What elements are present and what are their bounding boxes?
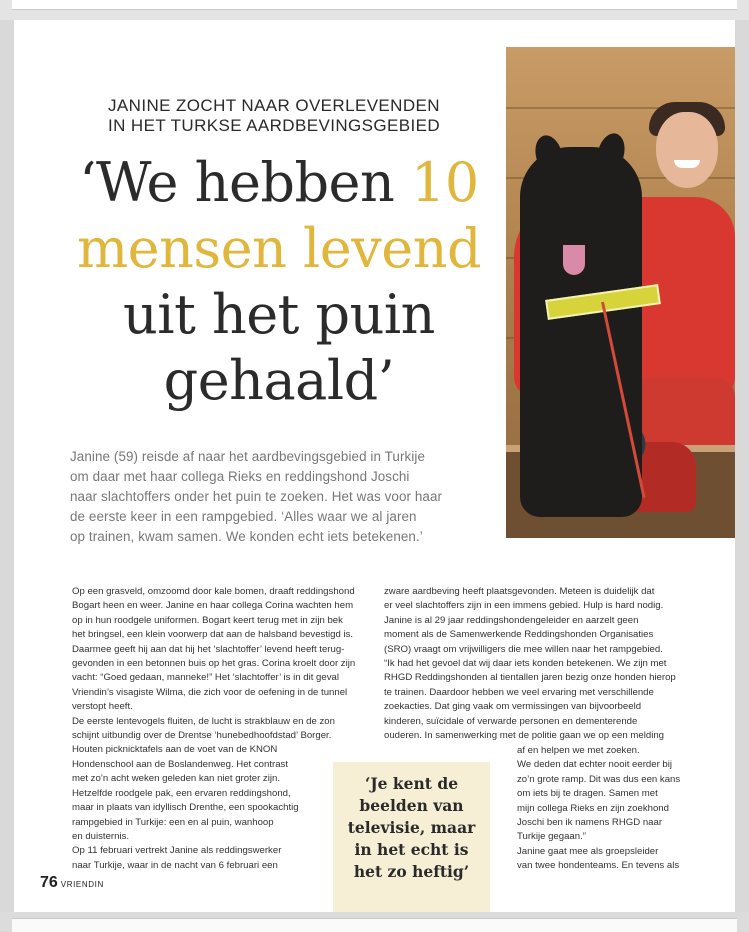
body-line: het bringsel, een klein voorwerp dat aan de halsband bevestigd is. bbox=[72, 629, 354, 641]
photo-black-dog bbox=[520, 147, 642, 517]
pull-quote-line: televisie, maar bbox=[347, 818, 476, 837]
body-line: We deden dat echter nooit eerder bij bbox=[517, 759, 673, 771]
body-line: schijnt uitbundig over de Drentse ‘hunebedhoofdstad’ Borger. bbox=[72, 730, 332, 742]
body-line: Turkije gegaan.” bbox=[517, 831, 586, 843]
body-line: Houten picknicktafels aan de voet van de KNON bbox=[72, 744, 278, 756]
intro-line: om daar met haar collega Rieks en reddingshond Joschi bbox=[70, 469, 410, 484]
photo-janine-with-rescue-dog bbox=[506, 47, 735, 538]
body-line: van twee hondenteams. En tevens als bbox=[517, 860, 680, 872]
page-folio bbox=[40, 874, 104, 892]
body-line: Hetzelfde roodgele pak, een ervaren reddingshond, bbox=[72, 787, 291, 799]
body-line: rampgebied in Turkije: een en al puin, wanhoop bbox=[72, 816, 274, 828]
intro-paragraph bbox=[70, 447, 500, 547]
body-column-left bbox=[72, 585, 362, 873]
pull-quote-line: beelden van bbox=[359, 796, 464, 815]
body-column-right bbox=[384, 585, 714, 743]
previous-page-edge bbox=[0, 0, 749, 20]
pull-quote-box bbox=[333, 762, 490, 912]
body-line: Joschi ben ik namens RHGD naar bbox=[517, 817, 663, 829]
body-line: en duisternis. bbox=[72, 830, 130, 842]
body-line: zware aardbeving heeft plaatsgevonden. Meteen is duidelijk dat bbox=[384, 586, 655, 597]
body-line: mijn collega Rieks en zijn zoekhond bbox=[517, 802, 669, 814]
photo-smile bbox=[674, 160, 700, 168]
body-line: op in hun roodgele uniformen. Bogart keert terug met in zijn bek bbox=[72, 614, 343, 626]
body-line: met zo’n acht weken geleden kan niet groter zijn. bbox=[72, 773, 280, 785]
body-line: verstopt heeft. bbox=[72, 701, 133, 713]
body-line: Vriendin’s visagiste Wilma, die zich voor de oefening in de tunnel bbox=[72, 686, 348, 698]
intro-line: de eerste keer in een rampgebied. ‘Alles waar we al jaren bbox=[70, 509, 417, 524]
body-line: vacht: “Goed gedaan, manneke!” Het ‘slachtoffer’ is in dit geval bbox=[72, 672, 339, 684]
body-line: Op een grasveld, omzoomd door kale bomen, draaft reddingshond bbox=[72, 586, 355, 597]
body-line: af en helpen we met zoeken. bbox=[517, 745, 640, 756]
pull-quote-line: ‘Je kent de bbox=[364, 774, 459, 793]
body-line: zoekacties. Dat ging vaak om vermissingen van bijvoorbeeld bbox=[384, 701, 642, 713]
body-line: De eerste lentevogels fluiten, de lucht is strakblauw en de zon bbox=[72, 715, 335, 727]
body-line: Janine gaat mee als groepsleider bbox=[517, 845, 659, 857]
next-page-edge bbox=[0, 912, 749, 931]
photo-dog-tongue bbox=[563, 245, 585, 275]
headline-line: gehaald’ bbox=[163, 349, 395, 412]
magazine-page bbox=[14, 20, 735, 912]
body-line: er veel slachtoffers zijn in een immens gebied. Hulp is hard nodig. bbox=[384, 600, 664, 612]
body-line: gevonden in een betonnen buis op het gras. Corina kroelt door zijn bbox=[72, 658, 356, 670]
headline bbox=[34, 150, 524, 414]
body-line: (SRO) vraagt om vrijwilligers die mee willen naar het rampgebied. bbox=[384, 643, 663, 655]
kicker-heading bbox=[74, 96, 474, 136]
body-line: moment als de Samenwerkende Reddingshonden Organisaties bbox=[384, 629, 654, 641]
body-line: maar in plaats van idyllisch Drenthe, een spookachtig bbox=[72, 802, 299, 814]
headline-highlight-number: 10 bbox=[410, 151, 479, 214]
page-number: 76 bbox=[40, 874, 58, 891]
headline-highlight-line: mensen levend bbox=[76, 217, 482, 280]
pull-quote-line: het zo heftig’ bbox=[353, 862, 470, 881]
body-line: te trainen. Daardoor hebben we veel ervaring met verschillende bbox=[384, 686, 654, 698]
next-page-sheet bbox=[12, 918, 737, 932]
body-line: naar Turkije, waar in de nacht van 6 februari een bbox=[72, 859, 278, 871]
body-line: om iets bij te dragen. Samen met bbox=[517, 788, 658, 800]
photo-face bbox=[656, 112, 718, 188]
body-line: RHGD Reddingshonden al tientallen jaren bezig onze honden hierop bbox=[384, 672, 676, 684]
body-line: Janine is al 29 jaar reddingshondengeleider en aarzelt geen bbox=[384, 614, 639, 626]
body-line: zo’n grote ramp. Dit was dus een kans bbox=[517, 773, 681, 785]
body-line: Daarmee geeft hij aan dat hij het ‘slachtoffer’ levend heeft terug- bbox=[72, 643, 345, 655]
intro-line: op trainen, kwam samen. We konden echt iets betekenen.’ bbox=[70, 529, 423, 544]
body-line: ouderen. In samenwerking met de politie gaan we op een melding bbox=[384, 730, 664, 742]
body-line: Hondenschool aan de Boslandenweg. Het contrast bbox=[72, 758, 289, 770]
body-line: kinderen, suïcidale of verwarde personen en dementerende bbox=[384, 715, 638, 727]
body-line: Op 11 februari vertrekt Janine als reddingswerker bbox=[72, 845, 282, 857]
headline-line: uit het puin bbox=[123, 283, 435, 346]
headline-line bbox=[34, 150, 524, 216]
previous-page-sheet bbox=[12, 0, 737, 10]
magazine-name: VRIENDIN bbox=[60, 880, 104, 889]
headline-text: ‘We hebben bbox=[79, 151, 411, 214]
kicker-line: IN HET TURKSE AARDBEVINGSGEBIED bbox=[107, 116, 441, 135]
pull-quote bbox=[333, 773, 490, 883]
body-line: Bogart heen en weer. Janine en haar collega Corina wachten hem bbox=[72, 600, 354, 612]
intro-line: Janine (59) reisde af naar het aardbevingsgebied in Turkije bbox=[70, 449, 426, 464]
kicker-line: JANINE ZOCHT NAAR OVERLEVENDEN bbox=[108, 96, 440, 115]
body-line: “Ik had het gevoel dat wij daar iets konden betekenen. We zijn met bbox=[384, 658, 667, 670]
body-column-right-continued bbox=[517, 744, 717, 874]
intro-line: naar slachtoffers onder het puin te zoeken. Het was voor haar bbox=[70, 489, 443, 504]
pull-quote-line: in het echt is bbox=[354, 840, 469, 859]
